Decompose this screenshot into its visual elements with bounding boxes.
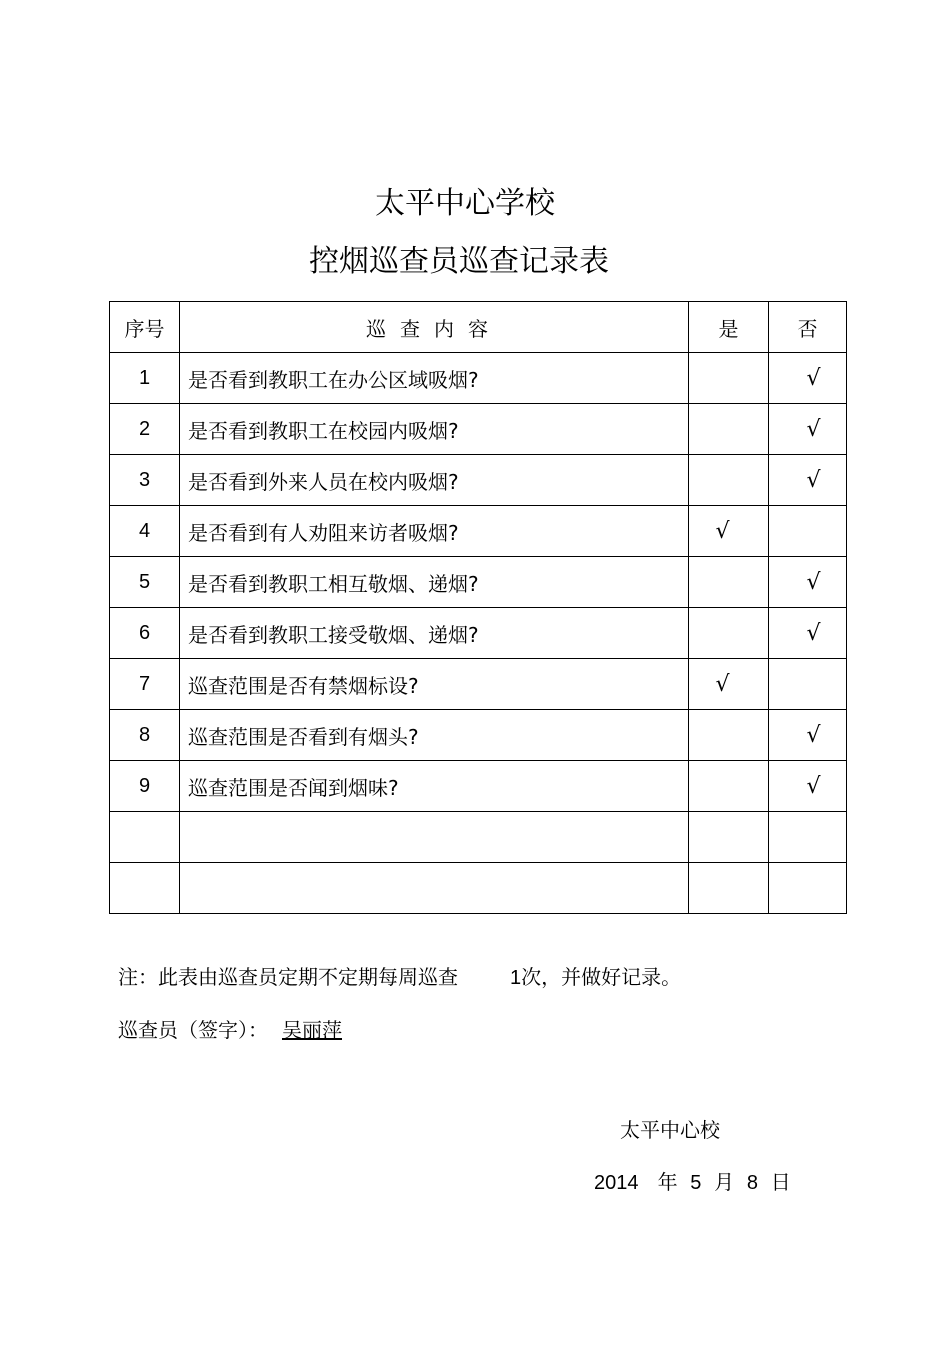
check-no-mark: √ [806,416,821,442]
check-no-mark: √ [806,365,821,391]
note-count: 1 [510,967,522,989]
table-row [110,863,847,914]
row-content: 是否看到有人劝阻来访者吸烟? [180,506,689,557]
header-content: 巡查内容 [180,302,689,353]
check-yes-mark: √ [715,518,730,544]
row-yes [689,608,769,659]
document-subtitle: 控烟巡查员巡查记录表 [309,244,609,279]
table-row [110,608,847,659]
date-year: 2014 [594,1172,639,1194]
header-no-col: 否 [769,302,847,353]
note-prefix: 注：此表由巡查员定期不定期每周巡查 [118,965,458,989]
table-row [110,455,847,506]
row-yes [689,353,769,404]
date-day: 8 [746,1172,758,1194]
row-content [180,863,689,914]
date-month: 5 [690,1172,702,1194]
row-no-mark [769,353,847,404]
table-row [110,761,847,812]
row-no: 8 [110,710,180,761]
row-no-mark [769,710,847,761]
table-row [110,404,847,455]
row-content: 巡查范围是否有禁烟标设? [180,659,689,710]
row-yes [689,404,769,455]
footer-school: 太平中心校 [620,1118,720,1142]
row-yes [689,710,769,761]
row-no: 3 [110,455,180,506]
check-no-mark: √ [806,620,821,646]
row-no-mark [769,557,847,608]
row-content: 巡查范围是否看到有烟头? [180,710,689,761]
table-row [110,557,847,608]
footer-date [594,1166,791,1195]
row-yes [689,557,769,608]
row-no: 1 [110,353,180,404]
row-no-mark [769,404,847,455]
row-no: 7 [110,659,180,710]
signer-name: 吴丽萍 [282,1018,342,1042]
note-text [118,961,681,990]
row-no: 4 [110,506,180,557]
row-no: 9 [110,761,180,812]
row-content: 是否看到外来人员在校内吸烟? [180,455,689,506]
row-yes [689,455,769,506]
table-row [110,710,847,761]
row-no-mark [769,659,847,710]
table-row [110,506,847,557]
row-content: 是否看到教职工接受敬烟、递烟? [180,608,689,659]
row-content: 巡查范围是否闻到烟味? [180,761,689,812]
row-no-mark [769,506,847,557]
row-no-mark [769,608,847,659]
date-month-unit: 月 [714,1170,735,1194]
row-yes [689,506,769,557]
signer-label: 巡查员（签字）： [118,1018,268,1042]
row-content: 是否看到教职工在校园内吸烟? [180,404,689,455]
row-no: 6 [110,608,180,659]
date-day-unit: 日 [770,1170,791,1194]
inspection-table [109,301,847,914]
row-content: 是否看到教职工相互敬烟、递烟? [180,557,689,608]
row-no [110,863,180,914]
row-no-mark [769,455,847,506]
signer-line [118,1014,362,1043]
row-no-mark [769,863,847,914]
row-yes [689,761,769,812]
check-no-mark: √ [806,722,821,748]
table-header-row [110,302,847,353]
header-no: 序号 [110,302,180,353]
row-no: 5 [110,557,180,608]
row-no-mark [769,812,847,863]
row-no-mark [769,761,847,812]
table-row [110,353,847,404]
check-no-mark: √ [806,467,821,493]
row-content [180,812,689,863]
check-no-mark: √ [806,773,821,799]
check-no-mark: √ [806,569,821,595]
note-suffix: 次，并做好记录。 [521,965,682,989]
row-yes [689,863,769,914]
header-yes: 是 [689,302,769,353]
row-yes [689,812,769,863]
row-yes [689,659,769,710]
check-yes-mark: √ [715,671,730,697]
row-content: 是否看到教职工在办公区域吸烟? [180,353,689,404]
table-row [110,659,847,710]
date-year-unit: 年 [657,1170,678,1194]
document-title: 太平中心学校 [375,186,555,221]
row-no: 2 [110,404,180,455]
row-no [110,812,180,863]
table-row [110,812,847,863]
